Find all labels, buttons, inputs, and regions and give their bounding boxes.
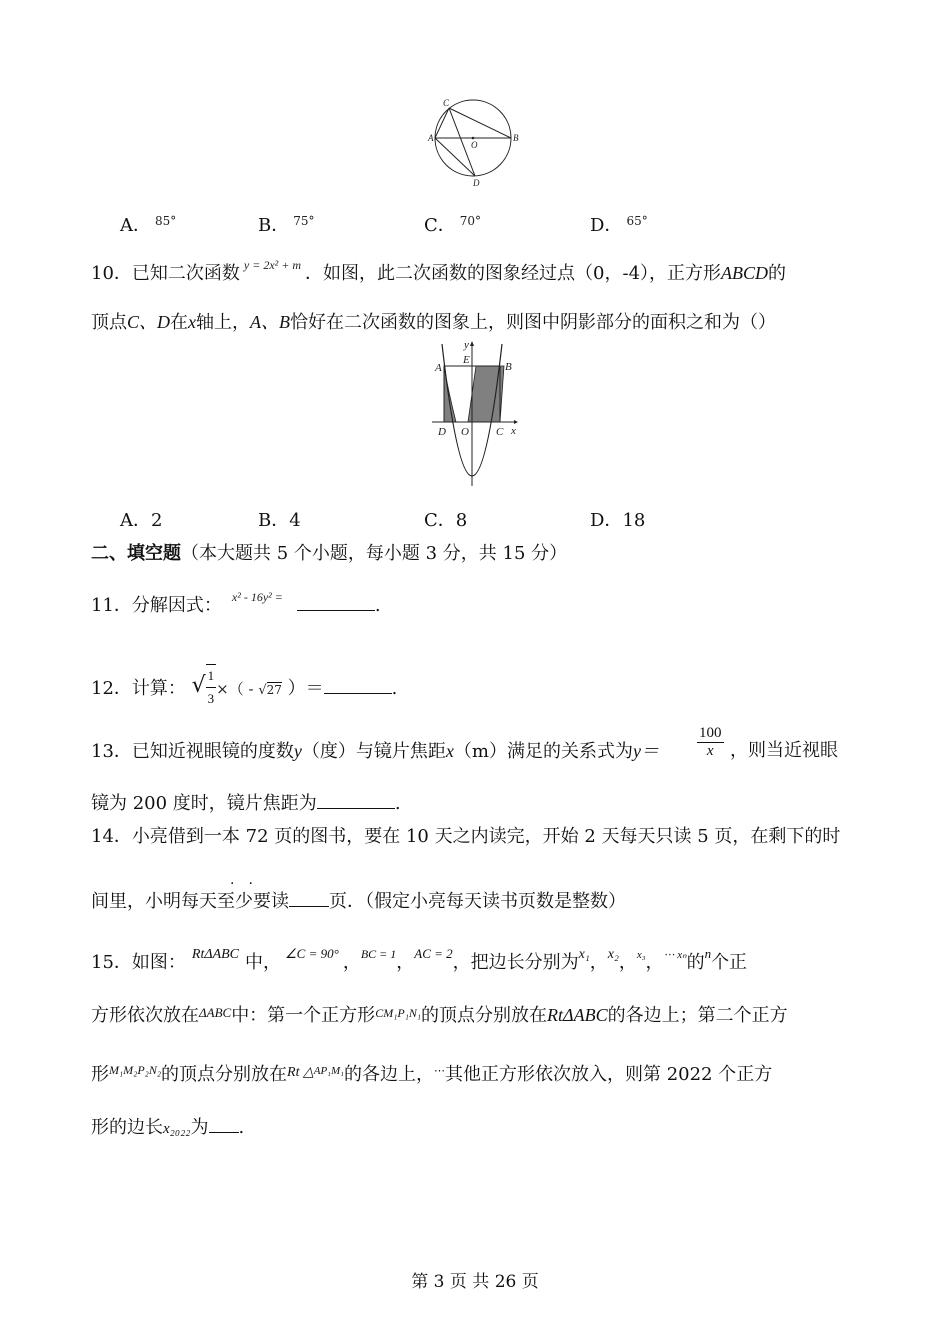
q9-option-b: B． $^{75^\circ}$ — [258, 214, 315, 236]
q10-option-d: D．18 — [590, 510, 646, 531]
q11-formula: x² - 16y² = — [231, 590, 283, 604]
q9-option-a: A． $^{85^\circ}$ — [120, 214, 177, 236]
section-heading: 二、填空题（本大题共 5 个小题，每小题 3 分，共 15 分） — [91, 543, 568, 564]
q9-option-d: D． $^{65^\circ}$ — [590, 214, 648, 236]
q10-formula: y = 2x² + m — [243, 258, 302, 272]
q9-option-c: C． $^{70^\circ}$ — [424, 214, 482, 236]
label-e: E — [463, 354, 470, 366]
label-a: A — [428, 133, 434, 143]
q10-option-a: A．2 — [120, 510, 163, 531]
label-d: D — [473, 178, 480, 188]
label-c: C — [443, 98, 450, 108]
label-b: B — [505, 361, 512, 373]
q13-fraction: $\frac{100}{x}$ — [699, 725, 722, 759]
q10-line1: 10．已知二次函数 $^{y = 2x^2 + m}$ ．如图，此二次函数的图象经过点（0，-4），正方形ABCD的 — [91, 258, 787, 284]
q10-line2: 顶点C、D在x轴上，A、B恰好在二次函数的图象上，则图中阴影部分的面积之和为（） — [91, 312, 777, 333]
label-b: B — [513, 133, 519, 143]
label-d: D — [438, 426, 446, 438]
page-footer: 第 3 页 共 26 页 — [411, 1272, 539, 1292]
q15-line4: 形的边长x₂₀₂₂为 . — [91, 1114, 244, 1140]
q11-answer-blank — [297, 592, 375, 611]
label-o: O — [461, 426, 469, 438]
q10-option-c: C．8 — [424, 510, 468, 531]
q15-line1: 15．如图： $^{Rt\Delta ABC}$ 中， $^{\angle C = 90^\circ}$ ，$^{BC = 1}$，$^{AC = 2}$，把边长分别为$^{x_1}$，$^{x_2}$，$^{x_3}$，$^{\cdots x_n}$的$^n$个正 — [91, 946, 748, 973]
q14-line1: 14．小亮借到一本 72 页的图书，要在 10 天之内读完，开始 2 天每天只读 5 页，在剩下的时 — [91, 826, 841, 847]
center-point — [472, 137, 475, 140]
q14-line2: 间里，小明每天至少要读 页．（假定小亮每天读书页数是整数） — [91, 888, 626, 913]
q15-line3: 形$^{M_1M_2P_2N_2}$的顶点分别放在$^{Rt \triangle AP_1M_1}$的各边上，⋯其他正方形依次放入，则第 2022 个正方 — [91, 1063, 773, 1085]
q12-sqrt-fraction: √ $\frac{1}{3}$ — [192, 664, 217, 710]
q10-option-b: B．4 — [258, 510, 301, 531]
q13-line1-tail: ，则当近视眼 — [730, 740, 838, 761]
q10-parabola-figure — [428, 340, 524, 488]
label-c: C — [496, 426, 504, 438]
x-axis-arrow — [514, 420, 518, 424]
q15-line2: 方形依次放在$^{\Delta ABC}$中：第一个正方形$^{CM_1P_1N_1}$的顶点分别放在RtΔABC的各边上；第二个正方 — [91, 1005, 788, 1026]
q12-answer-blank — [324, 675, 392, 694]
label-a: A — [435, 362, 442, 374]
label-o: O — [471, 140, 478, 150]
chord-ac — [435, 108, 449, 138]
label-y: y — [464, 340, 469, 351]
y-axis-arrow — [470, 341, 474, 346]
q13-answer-blank — [317, 790, 395, 809]
q9-circle-figure — [425, 96, 525, 188]
q11-line: 11．分解因式： $^{x^2 - 16y^2 =}$ . — [91, 590, 381, 616]
q15-answer-blank — [209, 1114, 239, 1133]
q12-line: 12．计算： √ $\frac{1}{3}$ ×（ - √27 ）＝ . — [91, 666, 397, 712]
q14-answer-blank — [289, 888, 329, 907]
q13-line1: 13．已知近视眼镜的度数y（度）与镜片焦距x（m）满足的关系式为y＝ — [91, 741, 659, 762]
label-x: x — [511, 425, 516, 437]
q14-emphasis-dots: ·· — [230, 876, 267, 892]
q13-line2: 镜为 200 度时，镜片焦距为 . — [91, 790, 401, 815]
chord-ad — [435, 138, 475, 176]
q14-emphasis: 至少 — [217, 891, 253, 912]
